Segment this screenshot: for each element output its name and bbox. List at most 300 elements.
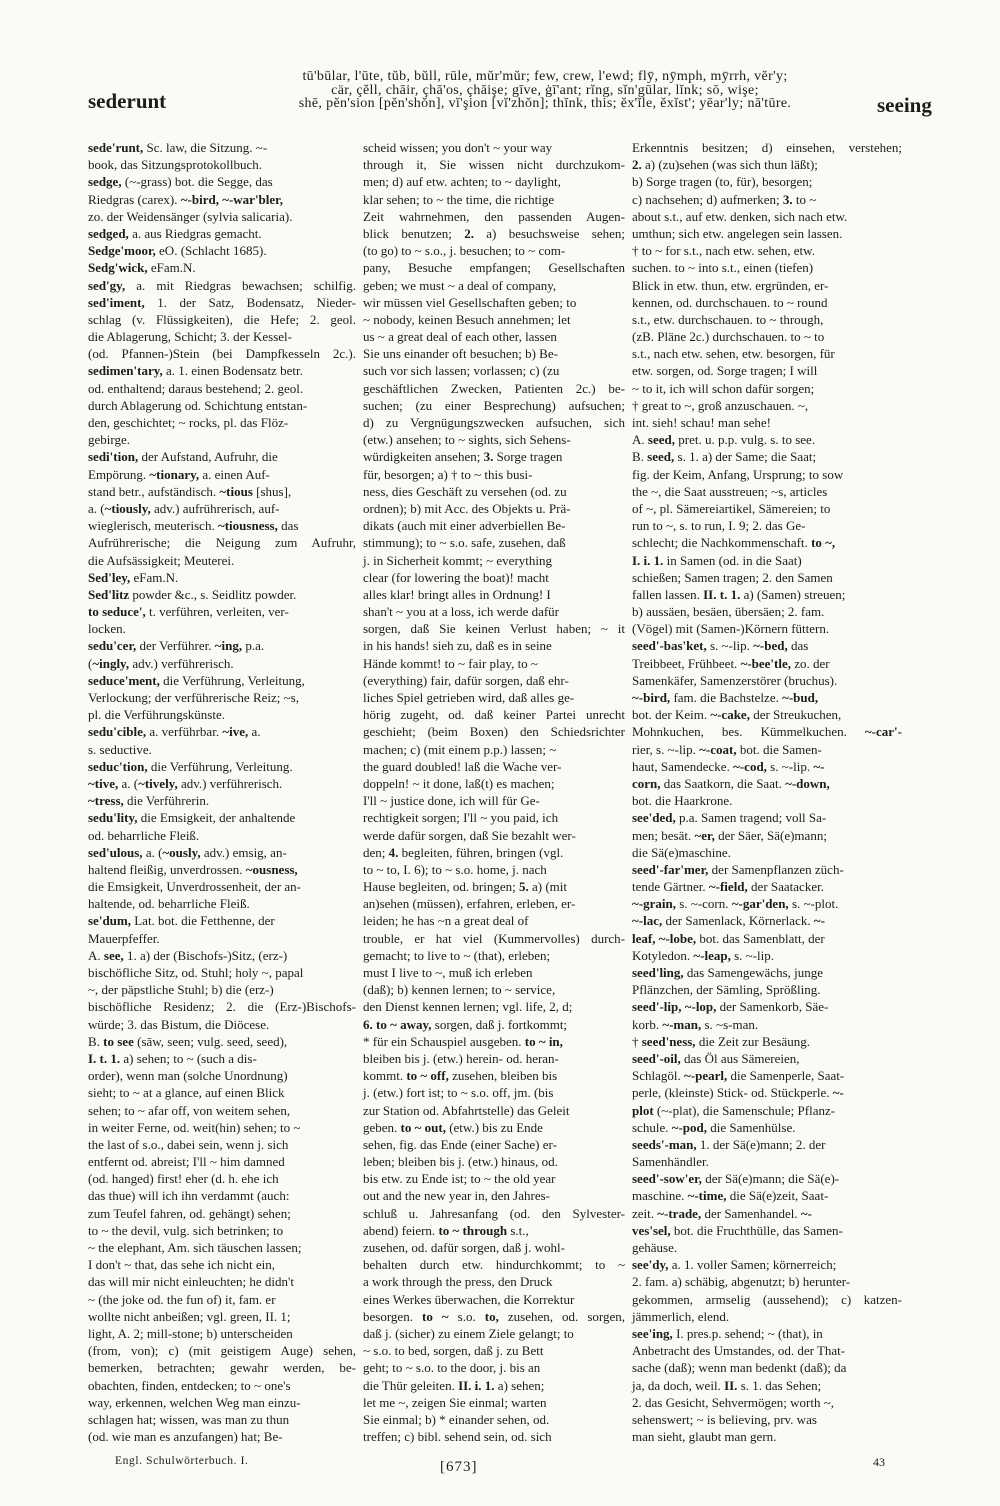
headword: ~- [813,758,825,774]
dictionary-line: sedge, (~-grass) bot. die Segge, das [88,174,273,190]
dictionary-line: zeit. ~-trade, der Samenhandel. ~- [632,1205,812,1221]
dictionary-line: Hause begleiten, od. bringen; 5. a) (mit [363,879,567,895]
headword: plot [632,1102,654,1118]
dictionary-line: Schlagöl. ~-pearl, die Samenperle, Saat- [632,1068,845,1084]
headword: ~-man, [662,1016,702,1032]
dictionary-line: rier, s. ~-lip. ~-coat, bot. die Samen- [632,741,822,757]
dictionary-line: see'ing, I. pres.p. sehend; ~ (that), in [632,1325,823,1341]
dictionary-line: klar sehen; to ~ the time, die richtige [363,191,555,207]
dictionary-line: suchen. to ~ into s.t., einen (tiefen) [632,260,814,276]
headword: ~tiously, [104,500,151,516]
dictionary-line: die Ablagerung, Schicht; 3. der Kessel- [88,329,292,345]
dictionary-line: den; 4. begleiten, führen, bringen (vgl. [363,844,564,860]
dictionary-line: pany, Besuche empfangen; Gesellschaften [363,260,625,276]
dictionary-line: s.t., nach etw. sehen, etw. besorgen, für [632,346,835,362]
dictionary-line: the ~, die Saat ausstreuen; ~s, articles [632,483,828,499]
dictionary-line: seed'ling, das Samengewächs, junge [632,965,824,980]
dictionary-line: sede'runt, Sc. law, die Sitzung. ~- [88,140,268,155]
headword: seeds'-man, [632,1136,697,1152]
dictionary-line: fig. der Keim, Anfang, Ursprung; to sow [632,466,844,482]
dictionary-line: seeds'-man, 1. der Sä(e)mann; 2. der [632,1136,826,1152]
headword: ves'sel, [632,1222,671,1238]
dictionary-line: jämmerlich, elend. [632,1308,730,1324]
dictionary-line: s. seductive. [88,741,152,757]
dictionary-column-middle [363,139,625,1445]
dictionary-line: pl. die Verführungskünste. [88,707,225,723]
dictionary-line: geht; to ~ s.o. to the door, j. bis an [363,1360,541,1376]
right-guide-word: seeing [877,93,932,117]
dictionary-line: 2. das Gesicht, Sehvermögen; worth ~, [632,1394,834,1410]
dictionary-line: behalten durch etw. hindurchkommt; to ~ [363,1257,625,1273]
dictionary-line: kommt. to ~ off, zusehen, bleiben bis [363,1068,558,1084]
dictionary-line: umthun; sich etw. angelegen sein lassen. [632,225,843,241]
headword: seduc'tion, [88,758,148,774]
dictionary-line: die Sä(e)maschine. [632,844,731,860]
left-guide-word: sederunt [88,89,167,113]
dictionary-line: entfernt od. abreist; I'll ~ him damned [88,1154,285,1170]
headword: ~-lac, [632,913,663,929]
headword: II. i. 1. [458,1377,495,1393]
dictionary-line: zum Teufel fahren, od. gehängt) sehen; [88,1205,291,1221]
headword: seed'ling, [632,965,684,980]
dictionary-line: (from, von); c) (mit geistigem Auge) sehen, [88,1343,356,1359]
dictionary-line: ja, da doch, weil. II. s. 1. das Sehen; [632,1377,822,1393]
dictionary-line: Sed'litz powder &c., s. Seidlitz powder. [88,586,297,602]
dictionary-line: bemerken, betrachten; gewahr werden, be- [88,1360,357,1376]
headword: II. t. 1. [703,586,741,602]
headword: 4. [388,844,399,860]
dictionary-line: schlecht; die Nachkommenschaft. to ~, [632,535,836,551]
dictionary-line: through it, Sie wissen nicht durchzukom- [363,157,625,173]
headword: ~-pearl, [684,1068,728,1084]
headword: ~-gar'den, [731,896,789,912]
dictionary-line: Verlockung; der verführerische Reiz; ~s, [88,690,299,705]
dictionary-line: gebirge. [88,432,130,448]
headword: 3. [782,191,793,207]
dictionary-line: blick benutzen; 2. a) besuchsweise sehen; [363,225,625,241]
dictionary-line: Hände kommt! to ~ fair play, to ~ [363,655,538,671]
headword: Sed'litz [88,586,130,602]
headword: to ~ off, [406,1068,449,1084]
dictionary-line: fallen lassen. II. t. 1. a) (Samen) streuen; [632,586,846,602]
headword: seed, [647,449,675,465]
dictionary-line: b) aussäen, besäen, übersäen; 2. fam. [632,604,825,620]
headword: see'ing, [632,1325,673,1341]
dictionary-line: würdigkeiten ansehen; 3. Sorge tragen [363,449,563,465]
dictionary-line: sedimen'tary, a. 1. einen Bodensatz betr. [88,363,303,379]
headword: ~-field, [708,879,748,895]
dictionary-line: d) zu Vergnügungszwecken aufsuchen, sich [363,415,626,430]
dictionary-line: seed'-bas'ket, s. ~-lip. ~-bed, das [632,638,809,654]
dictionary-line: wir müssen viel Gesellschaften geben; to [363,294,577,310]
headword: sedged, [88,225,129,241]
dictionary-line: schluß u. Jahresanfang (od. den Sylvester- [363,1205,625,1221]
dictionary-line: Pflänzchen, der Sämling, Sprößling. [632,982,821,998]
headword: sedi'tion, [88,449,139,465]
headword: to see [103,1033,134,1049]
dictionary-line: schule. ~-pod, die Samenhülse. [632,1119,796,1135]
dictionary-line: seed'-sow'er, der Sä(e)mann; die Sä(e)- [632,1171,840,1187]
dictionary-line: Aufrührerische; die Neigung zum Aufruhr, [88,535,356,551]
headword: see'dy, [632,1257,669,1273]
dictionary-line: suchen; (zu einer Besprechung) aufsuchen; [363,397,625,413]
dictionary-line: let me ~, zeigen Sie einmal; warten [363,1394,547,1410]
dictionary-line: see'ded, p.a. Samen tragend; voll Sa- [632,810,827,826]
dictionary-line: to ~ to, I. 6); to ~ s.o. home, j. nach [363,861,547,877]
dictionary-line: † seed'ness, die Zeit zur Besäung. [632,1033,810,1049]
headword: see, [103,947,124,963]
dictionary-line: gekommen, armselig (aussehend); c) katzen- [632,1291,902,1307]
dictionary-line: leaf, ~-lobe, bot. das Samenblatt, der [632,930,825,946]
headword: seed'-bas'ket, [632,638,707,654]
dictionary-line: sedu'lity, die Emsigkeit, der anhaltende [88,810,296,826]
headword: II. [724,1377,738,1393]
dictionary-line: a. (~tiously, adv.) aufrührerisch, auf- [88,500,280,516]
dictionary-line: sedi'tion, der Aufstand, Aufruhr, die [88,449,278,465]
dictionary-line: besorgen. to ~ s.o. to, zusehen, od. sorgen, [363,1308,626,1324]
headword: see'ded, [632,810,676,826]
headword: ~-grain, [632,896,676,912]
dictionary-line: zur Station od. Abfahrtstelle) das Geleit [363,1102,570,1118]
dictionary-line: plot (~-plat), die Samenschule; Pflanz- [632,1102,836,1118]
dictionary-line: trouble, er hat viel (Kummervolles) durch- [363,930,625,946]
dictionary-line: see'dy, a. 1. voller Samen; körnerreich; [632,1257,837,1273]
headword: sed'iment, [88,294,145,310]
headword: ~-bud, [782,690,819,705]
headword: ~-cod, [733,758,767,774]
dictionary-line: werde dafür sorgen, daß Sie bezahlt wer- [363,827,576,843]
dictionary-line: A. seed, pret. u. p.p. vulg. s. to see. [632,432,816,448]
dictionary-line: about s.t., auf etw. denken, sich nach etw. [632,208,848,224]
headword: seed'-lip, ~-lop, [632,999,717,1015]
dictionary-line: corn, das Saatkorn, die Saat. ~-down, [632,775,830,791]
dictionary-line: korb. ~-man, s. ~s-man. [632,1016,759,1032]
dictionary-line: out and the new year in, den Jahres- [363,1188,550,1204]
dictionary-line: ~ s.o. to bed, sorgen, daß j. zu Bett [363,1343,544,1359]
headword: seduce'ment, [88,672,160,688]
series-title: Engl. Schulwörterbuch. I. [115,1455,249,1467]
dictionary-line: Blick in etw. thun, etw. ergründen, er- [632,277,829,293]
dictionary-line: clear (for lowering the boat)! macht [363,569,549,585]
dictionary-line: b) Sorge tragen (to, für), besorgen; [632,174,813,190]
pronunciation-key-line: tū'būlar, l'ūte, tŭb, bŭll, rūle, mŭr'mŭr; few, crew, l'ewd; flȳ, nȳmph, mȳrrh, vĕr'y; [302,69,788,84]
dictionary-line: schlag (v. Flüssigkeiten), die Hefe; 2. geol. [88,311,356,327]
dictionary-line: kennen, od. durchschauen. to ~ round [632,294,828,310]
headword: to ~, [811,535,836,551]
headword: ~tress, [88,793,124,809]
headword: sed'ulous, [88,844,143,860]
dictionary-line: machen; c) (mit einem p.p.) lassen; ~ [363,741,557,757]
dictionary-line: locken. [88,621,126,637]
dictionary-line: s.t., etw. durchschauen. to ~ through, [632,311,824,327]
headword: sedu'cer, [88,638,137,654]
headword: ~er, [694,827,715,843]
headword: seed, [647,432,675,448]
dictionary-line: gemacht; to live to ~ (that), erleben; [363,947,551,963]
dictionary-line: maschine. ~-time, die Sä(e)zeit, Saat- [632,1188,829,1204]
dictionary-line: Riedgras (carex). ~-bird, ~-war'bler, [88,191,283,207]
headword: ~tively, [138,775,178,791]
dictionary-line: men; besät. ~er, der Säer, Sä(e)mann; [632,827,827,843]
dictionary-line: man sieht, glaubt man gern. [632,1429,777,1445]
headword: ~-cake, [710,707,750,723]
headword: 2. [464,225,474,241]
dictionary-line: us ~ a great deal of each other, lassen [363,329,557,345]
dictionary-line: sache (daß); wenn man bedenkt (daß); da [632,1360,847,1376]
dictionary-line: zusehen, od. dafür sorgen, daß j. wohl- [363,1240,565,1255]
dictionary-line: haltende, od. beharrliche Fleiß. [88,896,250,912]
dictionary-line: in his hands! sieh zu, daß es in seine [363,638,552,654]
headword: sedu'cible, [88,724,147,740]
dictionary-line: schlagen hat; wissen, was man zu thun [88,1411,290,1427]
dictionary-line: liches Spiel getrieben wird, daß alles ge- [363,690,575,705]
dictionary-line: Samenhändler. [632,1154,709,1170]
dictionary-line: sedu'cible, a. verführbar. ~ive, a. [88,724,261,740]
headword: ~- [832,1085,844,1101]
dictionary-line: shan't ~ you at a loss, ich werde dafür [363,604,560,620]
dictionary-line: scheid wissen; you don't ~ your way [363,140,553,155]
dictionary-line: c) nachsehen; d) aufmerken; 3. to ~ [632,191,817,207]
headword: ~-bee'tle, [740,655,791,671]
dictionary-line: ~, der päpstliche Stuhl; b) die (erz-) [88,982,274,998]
dictionary-line: den Dienst kennen lernen; vgl. life, 2, d; [363,999,573,1015]
dictionary-line: bot. der Keim. ~-cake, der Streukuchen, [632,707,842,723]
dictionary-line: obachten, finden, entdecken; to ~ one's [88,1377,291,1393]
dictionary-line: sed'ulous, a. (~ously, adv.) emsig, an- [88,844,287,860]
headword: ~-bed, [753,638,788,654]
dictionary-line: bischöfliche Residenz; 2. die (Erz-)Bischofs- [88,999,356,1015]
dictionary-line: ~ nobody, keinen Besuch annehmen; let [363,311,571,327]
headword: Sedg'wick, [88,260,148,276]
dictionary-line: das will mir nicht einleuchten; he didn't [88,1274,294,1290]
dictionary-line: sorgen, daß Sie keinen Verlust haben; ~ it [363,621,625,637]
headword: ~ousness, [245,861,298,877]
page-number: [673] [440,1459,478,1475]
dictionary-line: Sedge'moor, eO. (Schlacht 1685). [88,243,267,259]
dictionary-line: j. in Sicherheit kommt; ~ everything [363,552,553,568]
headword: to seduce', [88,604,146,620]
dictionary-line: (od. hanged) first! eher (d. h. ehe ich [88,1171,279,1187]
dictionary-line: ~ (the joke od. the fun of) it, fam. er [88,1291,276,1307]
dictionary-line: ~-grain, s. ~-corn. ~-gar'den, s. ~-plot. [632,896,839,912]
dictionary-line: sehen, fig. das Ende (einer Sache) er- [363,1136,557,1152]
dictionary-line: (od. wie man es anzufangen) hat; Be- [88,1429,283,1445]
dictionary-line: in weiter Ferne, od. weit(hin) sehen; to ~ [88,1119,301,1135]
dictionary-line: eines Werkes überwachen, die Korrektur [363,1291,575,1307]
dictionary-line: bischöfliche Sitz, od. Stuhl; holy ~, papal [88,965,304,980]
dictionary-line: of ~, pl. Sämereiartikel, Sämereien; to [632,500,831,516]
signature-mark: 43 [873,1455,885,1469]
dictionary-line: doppeln! ~ it done, laß(t) es machen; [363,775,555,791]
dictionary-line: od. beharrliche Fleiß. [88,827,200,843]
dictionary-line: Erkenntnis besitzen; d) einsehen, verstehen; [632,140,902,155]
dictionary-line: wieglerisch, meuterisch. ~tiousness, das [88,518,299,534]
dictionary-line: 2. a) (zu)sehen (was sich thun läßt); [632,157,818,173]
dictionary-line: se'dum, Lat. bot. die Fetthenne, der [88,913,275,929]
headword: sedge, [88,174,122,190]
headword: leaf, ~-lobe, [632,930,697,946]
dictionary-line: book, das Sitzungsprotokollbuch. [88,157,263,173]
dictionary-line: 2. fam. a) schäbig, abgenutzt; b) herunter- [632,1274,851,1290]
pronunciation-key-line: cär, çĕll, chāir, çhā'os, çhāişe; gīve, ġī'ant; rĭng, sĭn'gūlar, lĭnk; sō, wişe; [331,82,759,98]
dictionary-line: I don't ~ that, das sehe ich nicht ein, [88,1257,275,1273]
dictionary-line: (to go) to ~ s.o., j. besuchen; to ~ com- [363,243,566,259]
headword: ~ously, [162,844,201,860]
dictionary-line: (od. Pfannen-)Stein (bei Dampfkesseln 2c.). [88,346,356,362]
dictionary-line: geschäftlichen Zwecken, Patienten 2c.) be- [363,380,625,396]
dictionary-line: seduce'ment, die Verführung, Verleitung, [88,672,305,688]
dictionary-line: Sedg'wick, eFam.N. [88,260,196,276]
dictionary-line: sed'iment, 1. der Satz, Bodensatz, Nieder- [88,294,356,310]
dictionary-line: haltend fleißig, unverdrossen. ~ousness, [88,861,298,877]
headword: 2. [632,157,642,173]
dictionary-line: würde; 3. das Bistum, die Diöcese. [88,1016,270,1032]
dictionary-line: tende Gärtner. ~-field, der Saatacker. [632,879,824,895]
dictionary-line: B. seed, s. 1. a) der Same; die Saat; [632,449,817,465]
dictionary-line: das thue) will ich ihn verdammt (auch: [88,1188,290,1204]
pronunciation-key [222,70,868,111]
headword: ~-pod, [671,1119,708,1135]
dictionary-line: to seduce', t. verführen, verleiten, ver- [88,604,289,620]
dictionary-line: j. (etw.) fort ist; to ~ s.o. off, jm. (bis [363,1085,554,1101]
headword: 5. [518,879,529,895]
headword: Sedge'moor, [88,243,156,259]
headword: I. i. 1. [632,552,664,568]
dictionary-line: die Thür geleiten. II. i. 1. a) sehen; [363,1377,545,1393]
headword: to ~ out, [400,1119,446,1135]
dictionary-line: men; d) auf etw. achten; to ~ daylight, [363,174,561,190]
dictionary-line: seed'-oil, das Öl aus Sämereien, [632,1050,800,1066]
dictionary-line: (daß); b) kennen lernen; to ~ service, [363,982,556,998]
dictionary-line: ~ the elephant, Am. sich täuschen lassen; [88,1240,302,1255]
dictionary-line: the last of s.o., dabei sein, wenn j. sich [88,1136,289,1152]
headword: ~ing, [214,638,243,654]
dictionary-line: Mauerpfeffer. [88,930,160,946]
dictionary-line: int. sieh! schau! man sehe! [632,415,771,430]
dictionary-line: (~ingly, adv.) verführerisch. [88,655,234,671]
headword: ~tious [219,483,253,499]
dictionary-line: sehen; to ~ afar off, von weitem sehen, [88,1102,291,1118]
dictionary-line: sedu'cer, der Verführer. ~ing, p.a. [88,638,265,654]
dictionary-line: † great to ~, groß anzuschauen. ~, [632,397,809,413]
dictionary-line: I'll ~ justice done, ich will für Ge- [363,793,540,809]
dictionary-line: bleiben bis j. (etw.) herein- od. heran- [363,1050,559,1066]
headword: ~-coat, [699,741,737,757]
dictionary-line: I. t. 1. a) sehen; to ~ (such a dis- [88,1050,257,1066]
headword: ~tive, [88,775,119,791]
headword: to, [484,1308,499,1324]
dictionary-line: zo. der Weidensänger (sylvia salicaria). [88,208,293,224]
headword: seed'-oil, [632,1050,681,1066]
dictionary-line: ordnen); b) mit Acc. des Objekts u. Prä- [363,500,571,516]
headword: ~tiousness, [217,518,278,534]
dictionary-line: * für ein Schauspiel ausgeben. to ~ in, [363,1033,563,1049]
dictionary-line: (zB. Pläne 2c.) durchschauen. to ~ to [632,329,825,345]
dictionary-line: sedged, a. aus Riedgras gemacht. [88,225,262,241]
headword: se'dum, [88,913,131,929]
dictionary-line: perle, (kleinste) Stick- od. Stückperle. ~- [632,1085,844,1101]
dictionary-line: a work through the press, den Druck [363,1274,553,1290]
headword: ~-bird, ~-war'bler, [180,191,283,207]
dictionary-line: † to ~ for s.t., nach etw. sehen, etw. [632,243,815,259]
dictionary-line: to ~ the devil, vulg. sich betrinken; to [88,1222,284,1238]
headword: ~- [800,1205,812,1221]
dictionary-line: geschieht; (beim Boxen) den Schiedsrichter [363,724,625,740]
dictionary-line: daß j. (sicher) zu einem Ziele gelangt; to [363,1325,574,1341]
dictionary-line: abend) feiern. to ~ through s.t., [363,1222,529,1238]
dictionary-line: I. i. 1. in Samen (od. in die Saat) [632,552,802,568]
dictionary-line: den, geschichtet; ~ rocks, pl. das Flöz- [88,415,289,430]
headword: to ~ through [438,1222,508,1238]
dictionary-line: seed'-lip, ~-lop, der Samenkorb, Säe- [632,999,829,1015]
dictionary-line: ~ to it, ich will schon dafür sorgen; [632,380,815,396]
dictionary-line: order), wenn man (solche Unordnung) [88,1068,288,1084]
dictionary-line: bot. die Haarkrone. [632,793,733,809]
dictionary-line: ~tive, a. (~tively, adv.) verführerisch. [88,775,283,791]
headword: ~-time, [687,1188,727,1204]
dictionary-line: Mohnkuchen, bes. Kümmelkuchen. ~-car'- [632,724,902,740]
dictionary-line: sed'gy, a. mit Riedgras bewachsen; schilfig. [88,277,356,293]
headword: sede'runt, [88,140,144,155]
headword: corn, [632,775,661,791]
headword: seed'-far'mer, [632,861,709,877]
dictionary-line: ness, dies Geschäft zu versehen (od. zu [363,483,567,499]
dictionary-line: Kotyledon. ~-leap, s. ~-lip. [632,947,774,963]
dictionary-line: sieht; to ~ at a glance, auf einen Blick [88,1085,285,1101]
headword: 3. [483,449,494,465]
dictionary-line: seed'-far'mer, der Samenpflanzen züch- [632,861,844,877]
dictionary-line: must I live to ~, muß ich erleben [363,965,533,980]
dictionary-line: Anbetracht des Umstandes, od. der That- [632,1343,846,1359]
dictionary-line: schießen; Samen tragen; 2. den Samen [632,569,833,585]
dictionary-line: the guard doubled! laß die Wache ver- [363,758,562,774]
dictionary-line: seduc'tion, die Verführung, Verleitung. [88,758,293,774]
dictionary-line: sehenswert; ~ is believing, prv. was [632,1411,817,1427]
dictionary-line: Samenkäfer, Samenzerstörer (bruchus). [632,672,838,688]
dictionary-line: geben; we must ~ a deal of company, [363,277,557,293]
dictionary-line: stimmung); to ~ s.o. safe, zusehen, daß [363,535,566,551]
dictionary-line: ~-bird, fam. die Bachstelze. ~-bud, [632,690,819,705]
dictionary-line: Sie einmal; b) * einander sehen, od. [363,1411,550,1427]
headword: seed'-sow'er, [632,1171,702,1187]
dictionary-line: hörig zugeht, od. daß keiner Partei unrecht [363,707,625,723]
headword: sed'gy, [88,277,126,293]
pronunciation-key-line: shē, pĕn'sion [pĕn'shŏn], vĭ'şion [vĭ'zhŏn]; thĭnk, this; ĕx'ĭle, ĕxĭst'; yēar'ly; nā'tūre. [298,96,792,112]
dictionary-line: leiden; he has ~n a great deal of [363,913,529,929]
dictionary-line: (etw.) ansehen; to ~ sights, sich Sehens- [363,432,571,448]
headword: 6. to ~ away, [363,1016,432,1032]
headword: to ~ in, [524,1033,563,1049]
dictionary-line: (everything) fair, dafür sorgen, daß ehr- [363,672,569,688]
dictionary-column-right [632,139,902,1445]
headword: ~tionary, [149,466,200,482]
dictionary-line: ~-lac, der Samenlack, Körnerlack. ~- [632,913,825,929]
headword: sedimen'tary, [88,363,163,379]
dictionary-line: leben; bleiben bis j. (etw.) hinaus, od. [363,1154,558,1170]
dictionary-line: dikats (auch mit einer adverbiellen Be- [363,518,566,534]
dictionary-column-left [88,139,356,1445]
dictionary-line: 6. to ~ away, sorgen, daß j. fortkommt; [363,1016,568,1032]
dictionary-line: gehäuse. [632,1240,678,1255]
headword: ~-leap, [693,947,731,963]
dictionary-line: etw. sorgen, od. Sorge tragen; I will [632,363,818,379]
dictionary-line: durch Ablagerung od. Schichtung entstan- [88,397,308,413]
dictionary-line: die Emsigkeit, Unverdrossenheit, der an- [88,879,301,895]
headword: ~- [813,913,825,929]
dictionary-line: Treibbeet, Frühbeet. ~-bee'tle, zo. der [632,655,830,671]
dictionary-line: run to ~, s. to run, I. 9; 2. das Ge- [632,518,806,534]
headword: ~ive, [222,724,249,740]
